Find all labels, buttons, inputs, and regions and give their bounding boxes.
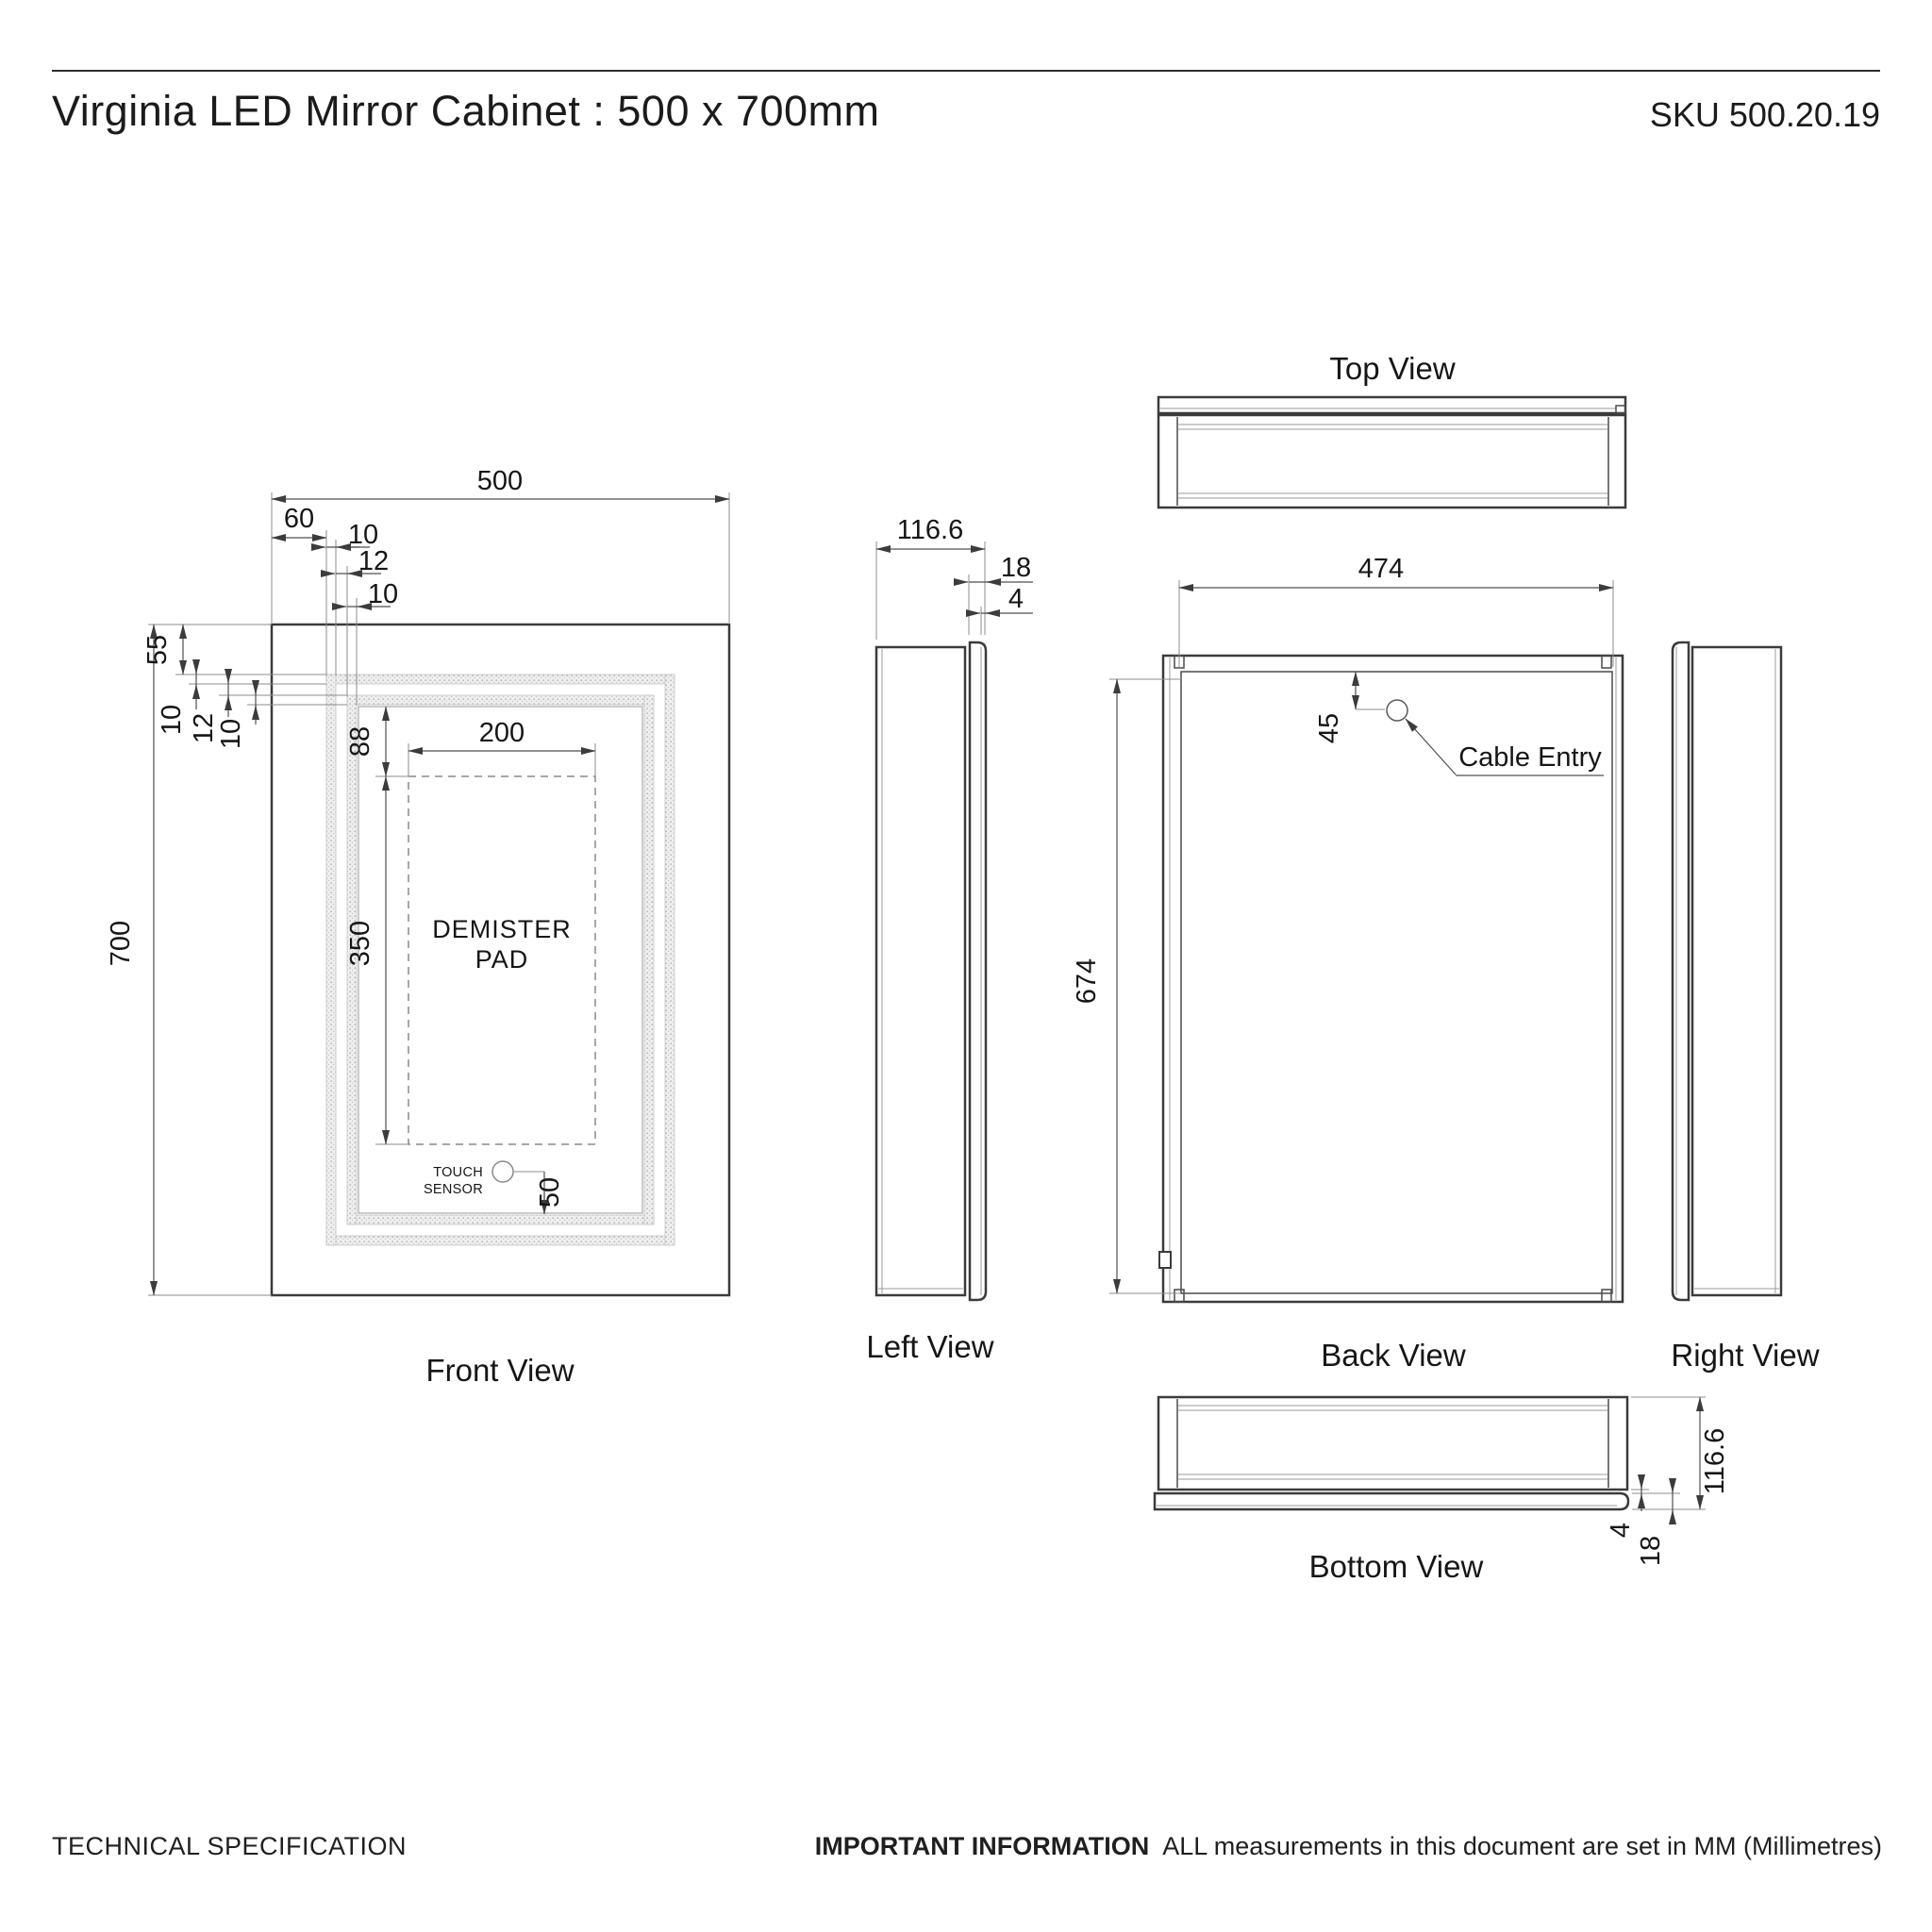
- back-view-label: Back View: [1321, 1338, 1466, 1373]
- bottom-door-strip: [1155, 1493, 1628, 1509]
- dim-12-top: 12: [358, 546, 390, 576]
- dim-12-left: 12: [189, 712, 219, 744]
- top-door-strip: [1158, 397, 1625, 413]
- left-body-rect: [876, 647, 965, 1295]
- led-band-inner-right: [644, 695, 654, 1224]
- footer-important-heading: IMPORTANT INFORMATION: [814, 1832, 1150, 1860]
- dim-10-top1: 10: [347, 520, 379, 550]
- dim-60: 60: [283, 504, 315, 534]
- front-view: [106, 466, 729, 1388]
- right-view: [1671, 642, 1819, 1373]
- led-band-inner-top: [347, 695, 654, 705]
- dim-45: 45: [1314, 712, 1344, 744]
- led-band-outer-left: [326, 675, 336, 1245]
- top-view-label: Top View: [1329, 351, 1456, 386]
- dim-50: 50: [535, 1176, 565, 1208]
- left-view: [866, 515, 1033, 1364]
- top-view: [1158, 351, 1625, 508]
- bottom-body-rect: [1158, 1397, 1627, 1490]
- dim-474: 474: [1357, 554, 1405, 584]
- footer-important-info: [815, 1832, 1882, 1861]
- dim-10-left1: 10: [157, 704, 187, 736]
- footer-important-text: ALL measurements in this document are set in MM (Millimetres): [1162, 1832, 1882, 1860]
- led-band-outer-top: [326, 675, 675, 684]
- led-band-inner-bottom: [347, 1215, 654, 1224]
- dim-18-left: 18: [1000, 553, 1032, 583]
- left-door-profile: [970, 642, 986, 1300]
- demister-label-line1: DEMISTER: [432, 915, 572, 943]
- dim-88: 88: [345, 725, 375, 758]
- cable-entry-hole: [1387, 700, 1407, 721]
- right-body-rect: [1692, 647, 1781, 1295]
- footer-technical-spec: TECHNICAL SPECIFICATION: [52, 1832, 408, 1860]
- dim-500: 500: [476, 466, 524, 496]
- hinge-detail: [1159, 1252, 1171, 1268]
- touch-sensor-circle: [492, 1161, 513, 1182]
- led-band-outer-right: [665, 675, 675, 1245]
- dim-10-top2: 10: [367, 579, 399, 609]
- dim-18-bottom: 18: [1636, 1535, 1666, 1567]
- back-view: [1072, 554, 1623, 1373]
- cable-entry-label: Cable Entry: [1458, 742, 1602, 773]
- dim-116-bottom: 116.6: [1700, 1427, 1730, 1495]
- dim-4-left: 4: [1008, 584, 1024, 614]
- page-title: Virginia LED Mirror Cabinet : 500 x 700mm: [52, 87, 880, 135]
- dim-350: 350: [345, 920, 375, 967]
- dim-4-bottom: 4: [1606, 1522, 1636, 1539]
- touch-sensor-line2: SENSOR: [423, 1182, 483, 1197]
- front-view-label: Front View: [425, 1353, 575, 1388]
- dim-10-left2: 10: [216, 718, 246, 750]
- led-band-outer-bottom: [326, 1236, 675, 1245]
- dim-55: 55: [142, 634, 173, 666]
- right-door-profile: [1673, 642, 1689, 1300]
- left-view-label: Left View: [866, 1329, 994, 1364]
- bottom-view-label: Bottom View: [1308, 1549, 1484, 1584]
- dim-700: 700: [106, 920, 136, 967]
- dim-674: 674: [1072, 958, 1102, 1005]
- sku-label: SKU 500.20.19: [1649, 95, 1880, 134]
- right-view-label: Right View: [1671, 1338, 1820, 1373]
- bottom-view: [1155, 1397, 1730, 1584]
- dim-116-left: 116.6: [896, 515, 964, 545]
- demister-label-line2: PAD: [475, 945, 529, 974]
- dim-200: 200: [478, 718, 525, 748]
- touch-sensor-line1: TOUCH: [433, 1165, 483, 1180]
